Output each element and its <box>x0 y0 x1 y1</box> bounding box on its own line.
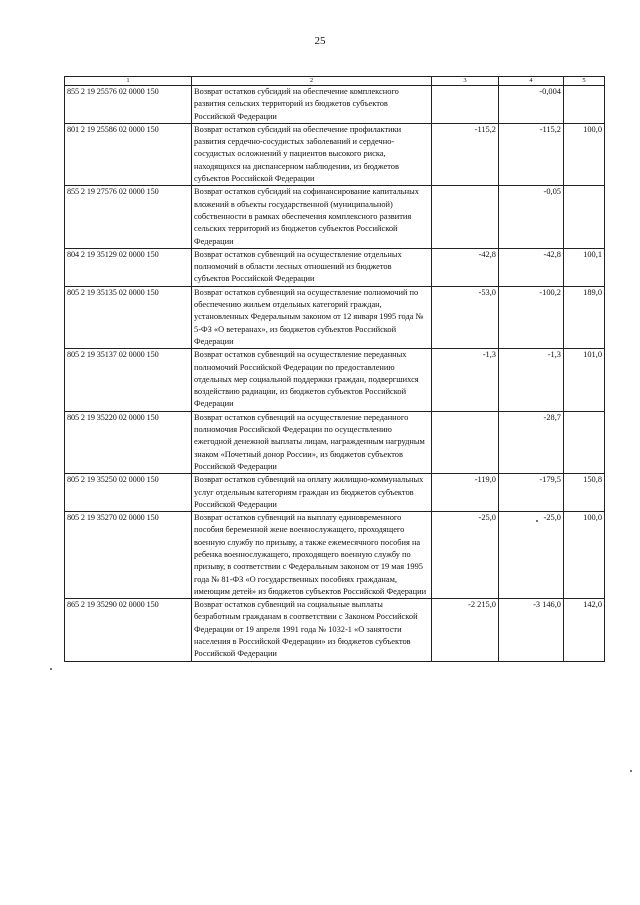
value-col3 <box>432 411 499 473</box>
row-description: Возврат остатков субвенций на осуществление переданных полномочий Российской Федерации по предоставлению отдельных мер социальной поддержки граждан, подвергшихся воздействию радиации, из бюджетов субъектов Российской Федерации <box>192 349 432 411</box>
table-row <box>65 512 605 599</box>
budget-code: 805 2 19 35250 02 0000 150 <box>65 474 192 512</box>
row-description: Возврат остатков субсидий на обеспечение профилактики развития сердечно-сосудистых заболеваний и сердечно-сосудистых осложнений у пациентов высокого риска, находящихся на диспансерном наблюдении, из бюджетов субъектов Российской Федерации <box>192 123 432 185</box>
row-description: Возврат остатков субсидий на обеспечение комплексного развития сельских территорий из бюджетов субъектов Российской Федерации <box>192 86 432 124</box>
value-col3: -2 215,0 <box>432 599 499 661</box>
table-row <box>65 411 605 473</box>
value-col3: -42,8 <box>432 248 499 286</box>
value-col3: -53,0 <box>432 286 499 348</box>
value-col5 <box>564 186 605 248</box>
value-col5: 100,0 <box>564 123 605 185</box>
value-col5: 100,1 <box>564 248 605 286</box>
value-col4: -28,7 <box>499 411 564 473</box>
budget-code: 855 2 19 25576 02 0000 150 <box>65 86 192 124</box>
value-col5 <box>564 411 605 473</box>
column-header-5: 5 <box>564 77 605 86</box>
table-row <box>65 186 605 248</box>
budget-code: 805 2 19 35137 02 0000 150 <box>65 349 192 411</box>
table-row <box>65 474 605 512</box>
budget-code: 805 2 19 35270 02 0000 150 <box>65 512 192 599</box>
value-col4: -25,0 <box>499 512 564 599</box>
value-col4: -3 146,0 <box>499 599 564 661</box>
value-col4: -115,2 <box>499 123 564 185</box>
value-col5: 101,0 <box>564 349 605 411</box>
budget-table <box>64 76 605 662</box>
value-col5: 100,0 <box>564 512 605 599</box>
value-col4: -0,004 <box>499 86 564 124</box>
scan-speck <box>536 520 538 522</box>
value-col3: -115,2 <box>432 123 499 185</box>
page-number: 25 <box>314 35 326 47</box>
value-col5: 189,0 <box>564 286 605 348</box>
scan-speck <box>630 770 632 772</box>
row-description: Возврат остатков субвенций на оплату жилищно-коммунальных услуг отдельным категориям граждан из бюджетов субъектов Российской Федерации <box>192 474 432 512</box>
value-col3 <box>432 86 499 124</box>
budget-code: 805 2 19 35220 02 0000 150 <box>65 411 192 473</box>
row-description: Возврат остатков субвенций на социальные выплаты безработным гражданам в соответствии с Законом Российской Федерации от 19 апреля 1991 года № 1032-1 «О занятости населения в Российской Федерации» из бюджетов субъектов Российской Федерации <box>192 599 432 661</box>
scan-speck <box>50 668 52 670</box>
table-row <box>65 286 605 348</box>
value-col3: -119,0 <box>432 474 499 512</box>
row-description: Возврат остатков субвенций на осуществление переданного полномочия Российской Федерации по осуществлению ежегодной денежной выплаты лицам, награжденным нагрудным знаком «Почетный донор России», из бюджетов субъектов Российской Федерации <box>192 411 432 473</box>
column-header-2: 2 <box>192 77 432 86</box>
value-col4: -100,2 <box>499 286 564 348</box>
table-row <box>65 599 605 661</box>
value-col3 <box>432 186 499 248</box>
table-row <box>65 248 605 286</box>
column-header-3: 3 <box>432 77 499 86</box>
value-col3: -25,0 <box>432 512 499 599</box>
row-description: Возврат остатков субвенций на выплату единовременного пособия беременной жене военнослужащего, проходящего военную службу по призыву, а также ежемесячного пособия на ребенка военнослужащего, проходящего военную службу по призыву, в соответствии с Федеральным законом от 19 мая 1995 года № 81-ФЗ «О государственных пособиях гражданам, имеющим детей» из бюджетов субъектов Российской Федерации <box>192 512 432 599</box>
value-col4: -1,3 <box>499 349 564 411</box>
value-col4: -42,8 <box>499 248 564 286</box>
table-row <box>65 349 605 411</box>
row-description: Возврат остатков субвенций на осуществление полномочий по обеспечению жильем отдельных категорий граждан, установленных Федеральным законом от 12 января 1995 года № 5-ФЗ «О ветеранах», из бюджетов субъектов Российской Федерации <box>192 286 432 348</box>
budget-code: 855 2 19 27576 02 0000 150 <box>65 186 192 248</box>
value-col3: -1,3 <box>432 349 499 411</box>
table-row <box>65 86 605 124</box>
table-row <box>65 123 605 185</box>
table-header-row <box>65 77 605 86</box>
value-col4: -0,05 <box>499 186 564 248</box>
value-col5 <box>564 86 605 124</box>
budget-code: 801 2 19 25586 02 0000 150 <box>65 123 192 185</box>
column-header-1: 1 <box>65 77 192 86</box>
budget-code: 805 2 19 35135 02 0000 150 <box>65 286 192 348</box>
value-col4: -179,5 <box>499 474 564 512</box>
value-col5: 142,0 <box>564 599 605 661</box>
budget-code: 865 2 19 35290 02 0000 150 <box>65 599 192 661</box>
budget-code: 804 2 19 35129 02 0000 150 <box>65 248 192 286</box>
value-col5: 150,8 <box>564 474 605 512</box>
column-header-4: 4 <box>499 77 564 86</box>
row-description: Возврат остатков субсидий на софинансирование капитальных вложений в объекты государственной (муниципальной) собственности в рамках обеспечения комплексного развития сельских территорий из бюджетов субъектов Российской Федерации <box>192 186 432 248</box>
row-description: Возврат остатков субвенций на осуществление отдельных полномочий в области лесных отношений из бюджетов субъектов Российской Федерации <box>192 248 432 286</box>
